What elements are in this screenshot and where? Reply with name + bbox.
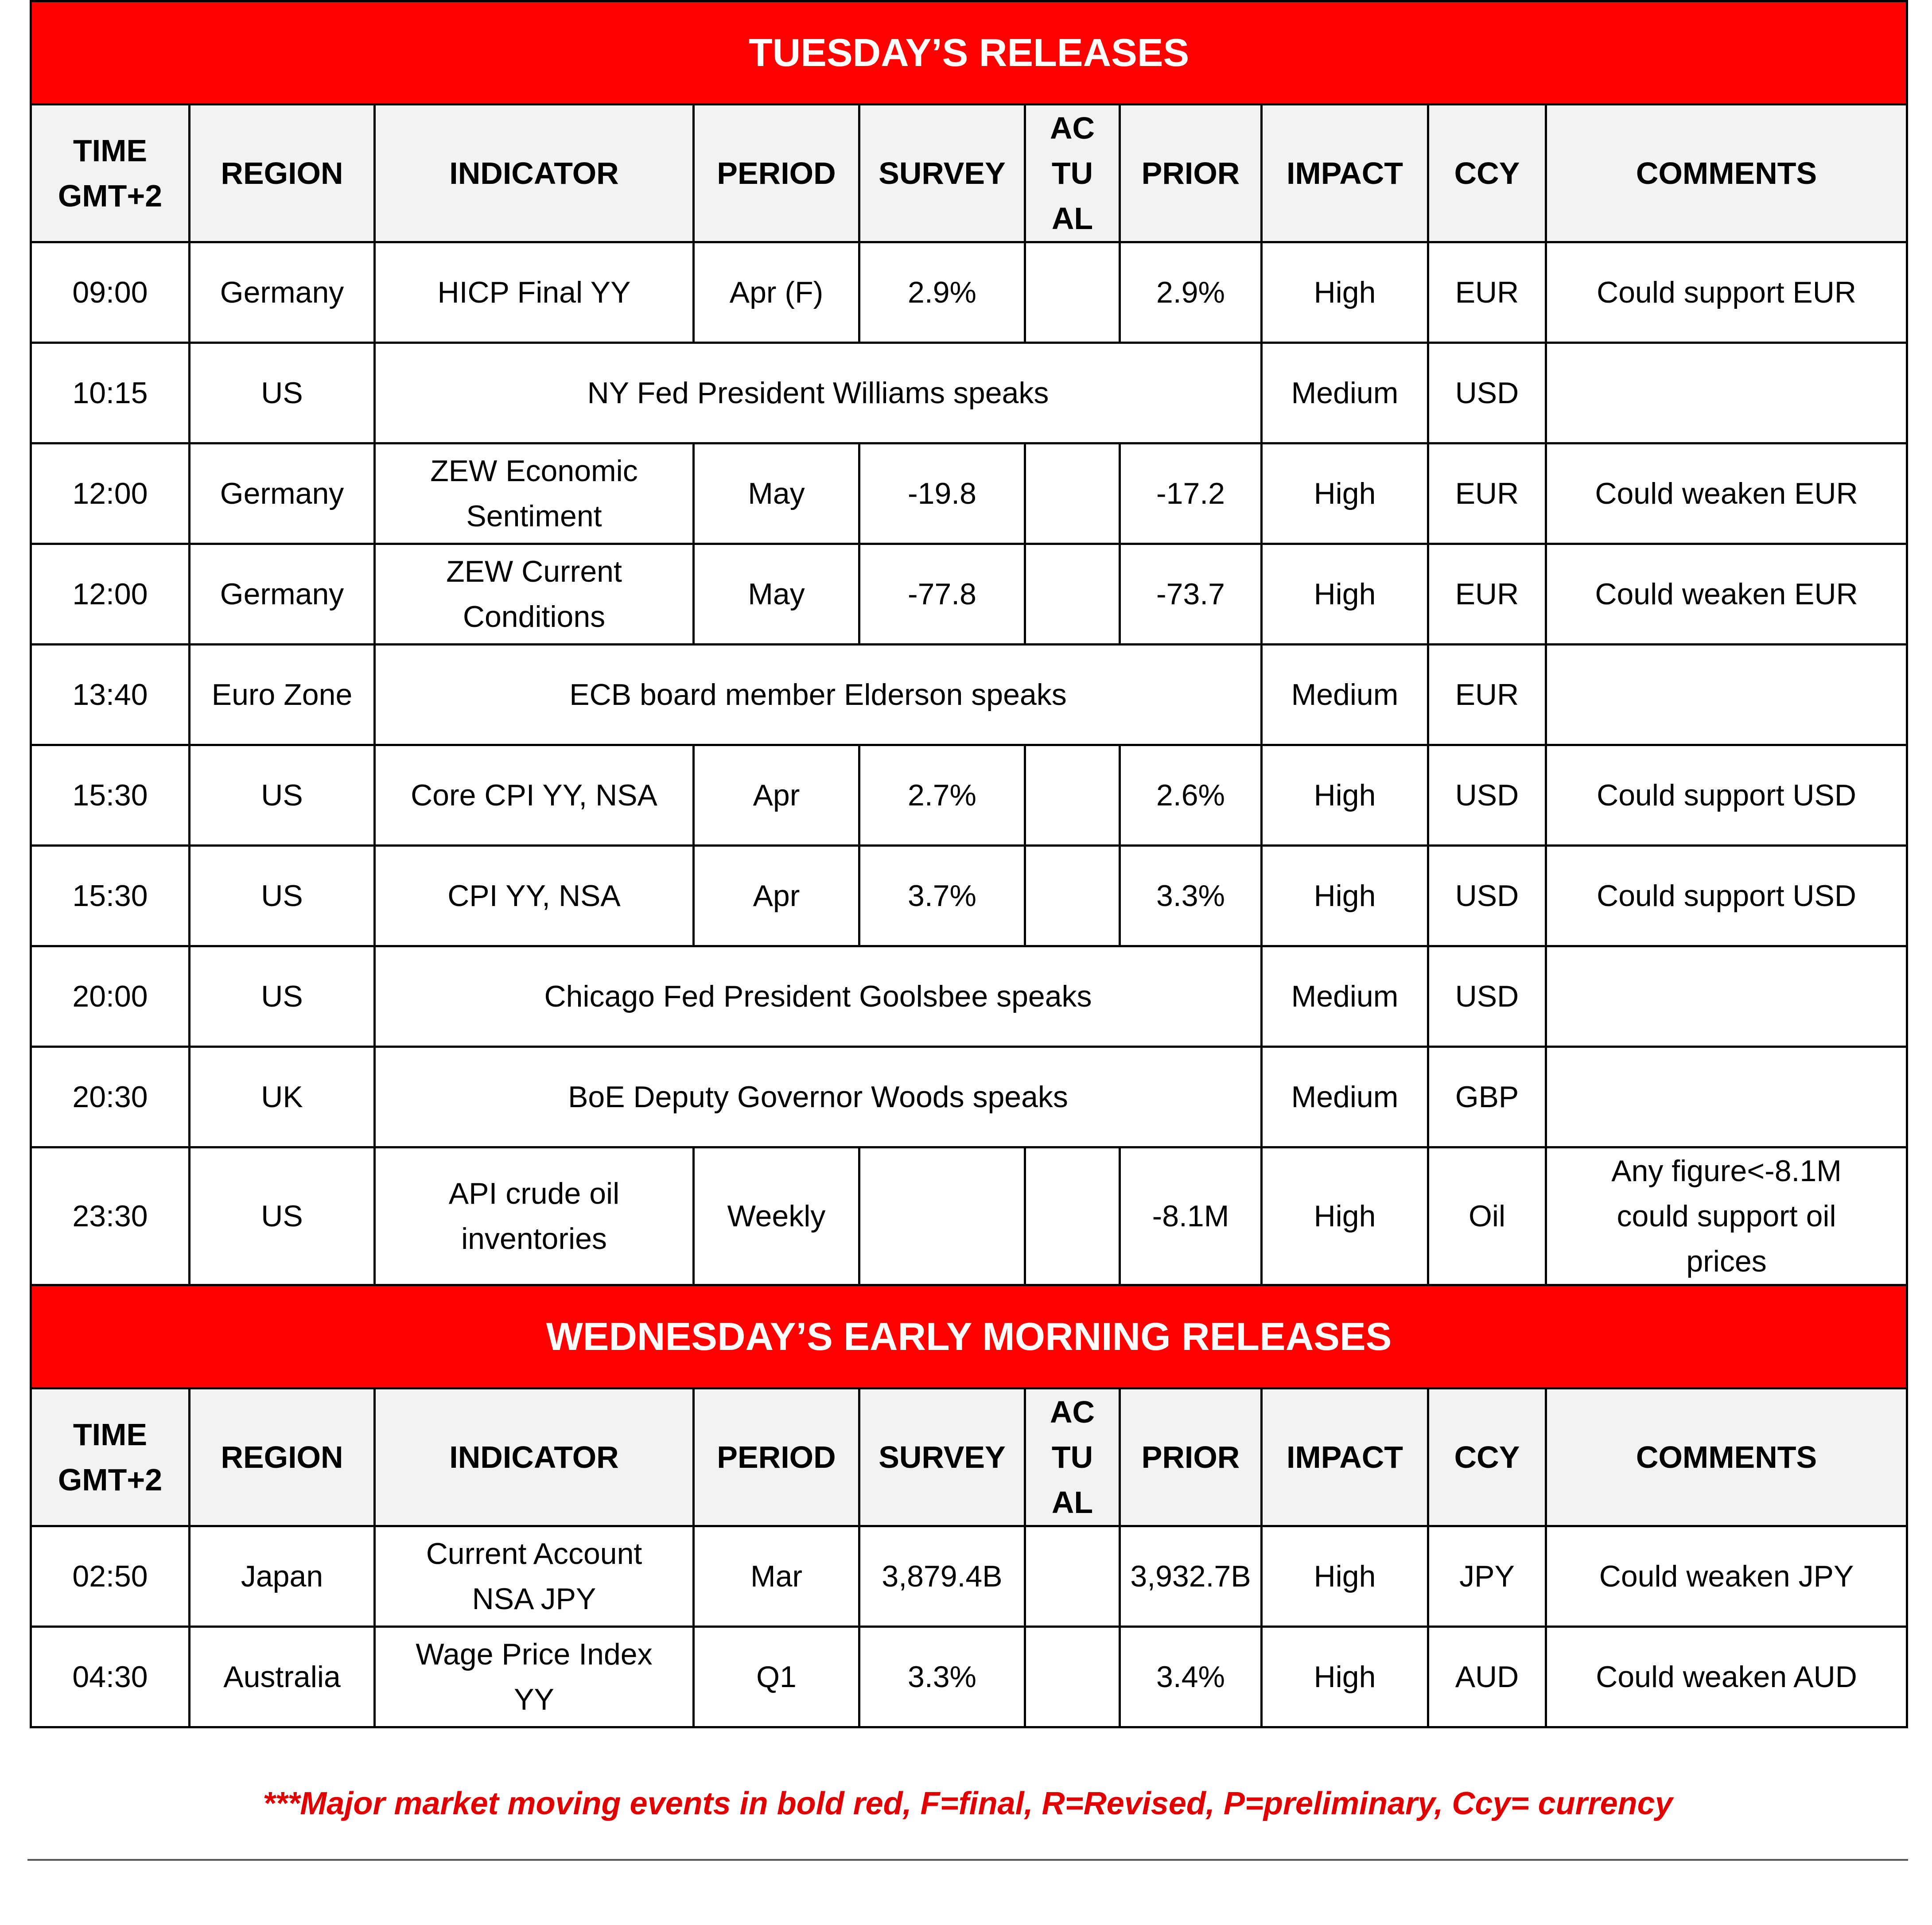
prior-cell: -17.2 <box>1120 443 1262 544</box>
table-row <box>31 645 1907 745</box>
section-title: WEDNESDAY’S EARLY MORNING RELEASES <box>31 1285 1907 1388</box>
indicator-cell: ZEW Current Conditions <box>375 544 694 645</box>
column-header-time: TIME GMT+2 <box>31 105 190 242</box>
table-row <box>31 1047 1907 1147</box>
economic-calendar-table <box>30 0 1908 1728</box>
actual-cell <box>1025 745 1120 846</box>
table-row <box>31 443 1907 544</box>
survey-cell: 3.7% <box>859 846 1025 946</box>
actual-cell <box>1025 1147 1120 1285</box>
section-banner <box>31 1 1907 105</box>
impact-cell: High <box>1262 544 1428 645</box>
currency-cell: EUR <box>1428 544 1546 645</box>
time-cell: 15:30 <box>31 745 190 846</box>
footnote: ***Major market moving events in bold red, F=final, R=Revised, P=preliminary, Ccy= currency <box>263 1786 1673 1821</box>
period-cell: Apr (F) <box>694 242 859 343</box>
prior-cell: -8.1M <box>1120 1147 1262 1285</box>
column-header-indicator: INDICATOR <box>375 1388 694 1526</box>
column-header-row <box>31 105 1907 242</box>
currency-cell: JPY <box>1428 1526 1546 1627</box>
impact-cell: High <box>1262 1526 1428 1627</box>
column-header-period: PERIOD <box>694 105 859 242</box>
region-cell: Japan <box>190 1526 375 1627</box>
period-cell: Apr <box>694 745 859 846</box>
comments-cell: Any figure<-8.1M could support oil prices <box>1546 1147 1907 1285</box>
time-cell: 23:30 <box>31 1147 190 1285</box>
survey-cell: 3,879.4B <box>859 1526 1025 1627</box>
prior-cell: 3.3% <box>1120 846 1262 946</box>
time-cell: 13:40 <box>31 645 190 745</box>
column-header-region: REGION <box>190 1388 375 1526</box>
table-row <box>31 343 1907 443</box>
actual-cell <box>1025 1526 1120 1627</box>
column-header-region: REGION <box>190 105 375 242</box>
event-cell: Chicago Fed President Goolsbee speaks <box>375 946 1262 1047</box>
currency-cell: AUD <box>1428 1627 1546 1727</box>
impact-cell: Medium <box>1262 1047 1428 1147</box>
comments-cell: Could support USD <box>1546 745 1907 846</box>
comments-cell: Could support EUR <box>1546 242 1907 343</box>
table-row <box>31 242 1907 343</box>
period-cell: Apr <box>694 846 859 946</box>
prior-cell: -73.7 <box>1120 544 1262 645</box>
currency-cell: GBP <box>1428 1047 1546 1147</box>
time-cell: 20:00 <box>31 946 190 1047</box>
indicator-cell: CPI YY, NSA <box>375 846 694 946</box>
region-cell: Germany <box>190 242 375 343</box>
comments-cell: Could weaken EUR <box>1546 443 1907 544</box>
event-cell: NY Fed President Williams speaks <box>375 343 1262 443</box>
time-cell: 02:50 <box>31 1526 190 1627</box>
time-cell: 12:00 <box>31 544 190 645</box>
table-row <box>31 1627 1907 1727</box>
survey-cell: 2.7% <box>859 745 1025 846</box>
column-header-comments: COMMENTS <box>1546 105 1907 242</box>
region-cell: Euro Zone <box>190 645 375 745</box>
impact-cell: High <box>1262 1147 1428 1285</box>
column-header-impact: IMPACT <box>1262 105 1428 242</box>
comments-cell: Could weaken EUR <box>1546 544 1907 645</box>
table-row <box>31 745 1907 846</box>
actual-cell <box>1025 1627 1120 1727</box>
time-cell: 15:30 <box>31 846 190 946</box>
impact-cell: High <box>1262 1627 1428 1727</box>
column-header-comments: COMMENTS <box>1546 1388 1907 1526</box>
column-header-actual: AC TU AL <box>1025 1388 1120 1526</box>
event-cell: ECB board member Elderson speaks <box>375 645 1262 745</box>
comments-cell <box>1546 946 1907 1047</box>
period-cell: Q1 <box>694 1627 859 1727</box>
time-cell: 04:30 <box>31 1627 190 1727</box>
region-cell: Germany <box>190 443 375 544</box>
period-cell: May <box>694 443 859 544</box>
comments-cell <box>1546 645 1907 745</box>
comments-cell: Could weaken JPY <box>1546 1526 1907 1627</box>
table-row <box>31 1147 1907 1285</box>
currency-cell: USD <box>1428 745 1546 846</box>
actual-cell <box>1025 443 1120 544</box>
currency-cell: USD <box>1428 343 1546 443</box>
impact-cell: High <box>1262 745 1428 846</box>
column-header-survey: SURVEY <box>859 105 1025 242</box>
indicator-cell: Current Account NSA JPY <box>375 1526 694 1627</box>
time-cell: 12:00 <box>31 443 190 544</box>
section-banner <box>31 1285 1907 1388</box>
region-cell: US <box>190 846 375 946</box>
table-row <box>31 1526 1907 1627</box>
prior-cell: 2.6% <box>1120 745 1262 846</box>
region-cell: US <box>190 946 375 1047</box>
actual-cell <box>1025 242 1120 343</box>
survey-cell: 3.3% <box>859 1627 1025 1727</box>
comments-cell: Could support USD <box>1546 846 1907 946</box>
impact-cell: Medium <box>1262 946 1428 1047</box>
column-header-survey: SURVEY <box>859 1388 1025 1526</box>
column-header-indicator: INDICATOR <box>375 105 694 242</box>
survey-cell: 2.9% <box>859 242 1025 343</box>
column-header-impact: IMPACT <box>1262 1388 1428 1526</box>
region-cell: US <box>190 343 375 443</box>
indicator-cell: Wage Price Index YY <box>375 1627 694 1727</box>
column-header-ccy: CCY <box>1428 105 1546 242</box>
survey-cell: -77.8 <box>859 544 1025 645</box>
impact-cell: Medium <box>1262 645 1428 745</box>
period-cell: Mar <box>694 1526 859 1627</box>
comments-cell: Could weaken AUD <box>1546 1627 1907 1727</box>
prior-cell: 3.4% <box>1120 1627 1262 1727</box>
prior-cell: 2.9% <box>1120 242 1262 343</box>
column-header-prior: PRIOR <box>1120 1388 1262 1526</box>
comments-cell <box>1546 343 1907 443</box>
currency-cell: EUR <box>1428 645 1546 745</box>
region-cell: US <box>190 745 375 846</box>
impact-cell: High <box>1262 443 1428 544</box>
currency-cell: EUR <box>1428 242 1546 343</box>
section-title: TUESDAY’S RELEASES <box>31 1 1907 105</box>
column-header-time: TIME GMT+2 <box>31 1388 190 1526</box>
survey-cell: -19.8 <box>859 443 1025 544</box>
region-cell: Australia <box>190 1627 375 1727</box>
comments-cell <box>1546 1047 1907 1147</box>
table-row <box>31 946 1907 1047</box>
column-header-prior: PRIOR <box>1120 105 1262 242</box>
survey-cell <box>859 1147 1025 1285</box>
actual-cell <box>1025 846 1120 946</box>
region-cell: UK <box>190 1047 375 1147</box>
time-cell: 20:30 <box>31 1047 190 1147</box>
indicator-cell: API crude oil inventories <box>375 1147 694 1285</box>
table-row <box>31 544 1907 645</box>
region-cell: Germany <box>190 544 375 645</box>
column-header-ccy: CCY <box>1428 1388 1546 1526</box>
currency-cell: USD <box>1428 846 1546 946</box>
indicator-cell: HICP Final YY <box>375 242 694 343</box>
time-cell: 10:15 <box>31 343 190 443</box>
event-cell: BoE Deputy Governor Woods speaks <box>375 1047 1262 1147</box>
indicator-cell: ZEW Economic Sentiment <box>375 443 694 544</box>
time-cell: 09:00 <box>31 242 190 343</box>
currency-cell: Oil <box>1428 1147 1546 1285</box>
impact-cell: Medium <box>1262 343 1428 443</box>
column-header-period: PERIOD <box>694 1388 859 1526</box>
region-cell: US <box>190 1147 375 1285</box>
column-header-row <box>31 1388 1907 1526</box>
impact-cell: High <box>1262 846 1428 946</box>
releases-calendar <box>30 0 1906 1728</box>
indicator-cell: Core CPI YY, NSA <box>375 745 694 846</box>
period-cell: Weekly <box>694 1147 859 1285</box>
bottom-divider <box>27 1859 1908 1861</box>
period-cell: May <box>694 544 859 645</box>
prior-cell: 3,932.7B <box>1120 1526 1262 1627</box>
impact-cell: High <box>1262 242 1428 343</box>
column-header-actual: AC TU AL <box>1025 105 1120 242</box>
currency-cell: EUR <box>1428 443 1546 544</box>
actual-cell <box>1025 544 1120 645</box>
table-row <box>31 846 1907 946</box>
currency-cell: USD <box>1428 946 1546 1047</box>
